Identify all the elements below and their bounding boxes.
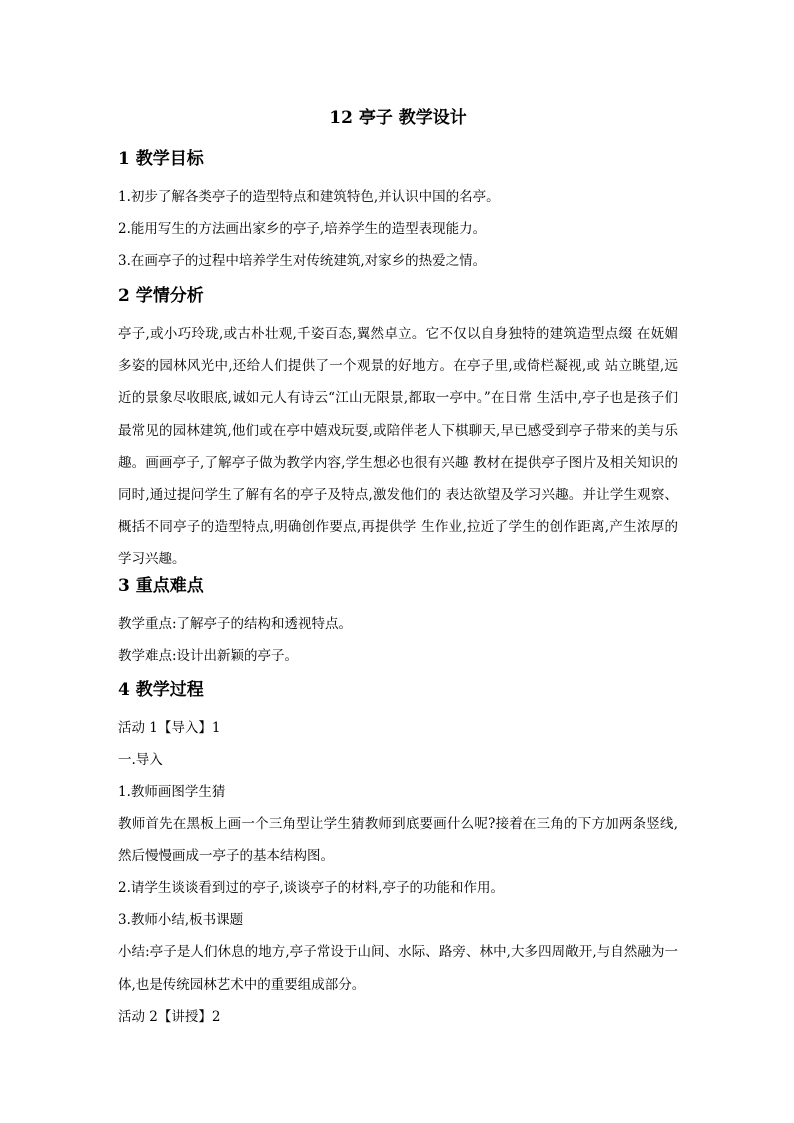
process-item: 活动 2【讲授】2: [118, 1008, 221, 1025]
process-item: 3.教师小结,板书课题: [118, 912, 244, 929]
document-title: 12 亭子 教学设计: [329, 108, 467, 128]
process-paragraph: 小结:亭子是人们休息的地方,亭子常设于山间、水际、路旁、林中,大多四周敞开,与自然融为一体,也是传统园林艺术中的重要组成部分。: [118, 944, 678, 993]
keypoint-item: 教学重点:了解亭子的结构和透视特点。: [118, 616, 353, 632]
process-item: 一.导入: [118, 752, 163, 768]
section-goals: [118, 147, 678, 277]
process-item: 1.教师画图学生猜: [118, 784, 226, 800]
section-heading: 4 教学过程: [118, 680, 204, 700]
section-heading: 3 重点难点: [118, 576, 204, 596]
goal-item: 2.能用写生的方法画出家乡的亭子,培养学生的造型表现能力。: [118, 221, 487, 237]
process-item: 活动 1【导入】1: [118, 720, 221, 736]
section-analysis: [118, 284, 678, 576]
process-item: 2.请学生谈谈看到过的亭子,谈谈亭子的材料,亭子的功能和作用。: [118, 880, 504, 897]
section-heading: 2 学情分析: [118, 286, 204, 306]
section-process: [118, 678, 678, 1033]
goal-item: 3.在画亭子的过程中培养学生对传统建筑,对家乡的热爱之情。: [118, 253, 487, 269]
keypoint-item: 教学难点:设计出新颖的亭子。: [118, 648, 299, 664]
process-paragraph: 教师首先在黑板上画一个三角型让学生猜教师到底要画什么呢?接着在三角的下方加两条竖线,然后慢慢画成一亭子的基本结构图。: [118, 816, 678, 865]
section-heading: 1 教学目标: [118, 149, 204, 169]
section-keypoints: [118, 574, 678, 672]
goal-item: 1.初步了解各类亭子的造型特点和建筑特色,并认识中国的名亭。: [118, 189, 500, 205]
analysis-paragraph: 亭子,或小巧玲珑,或古朴壮观,千姿百态,翼然卓立。它不仅以自身独特的建筑造型点缀 在妩媚多姿的园林风光中,还给人们提供了一个观景的好地方。在亭子里,或倚栏凝视,或 站立眺望,远近的景象尽收眼底,诚如元人有诗云“江山无限景,都取一亭中。”在日常 生活中,亭子也是孩子们最常见的园林建筑,他们或在亭中嬉戏玩耍,或陪伴老人下棋聊天,早已感受到亭子带来的美与乐趣。画画亭子,了解亭子做为教学内容,学生想必也很有兴趣 教材在提供亭子图片及相关知识的同时,通过提问学生了解有名的亭子及特点,激发他们的 表达欲望及学习兴趣。并让学生观察、概括不同亭子的造型特点,明确创作要点,再提供学 生作业,拉近了学生的创作距离,产生浓厚的学习兴趣。: [118, 326, 678, 568]
